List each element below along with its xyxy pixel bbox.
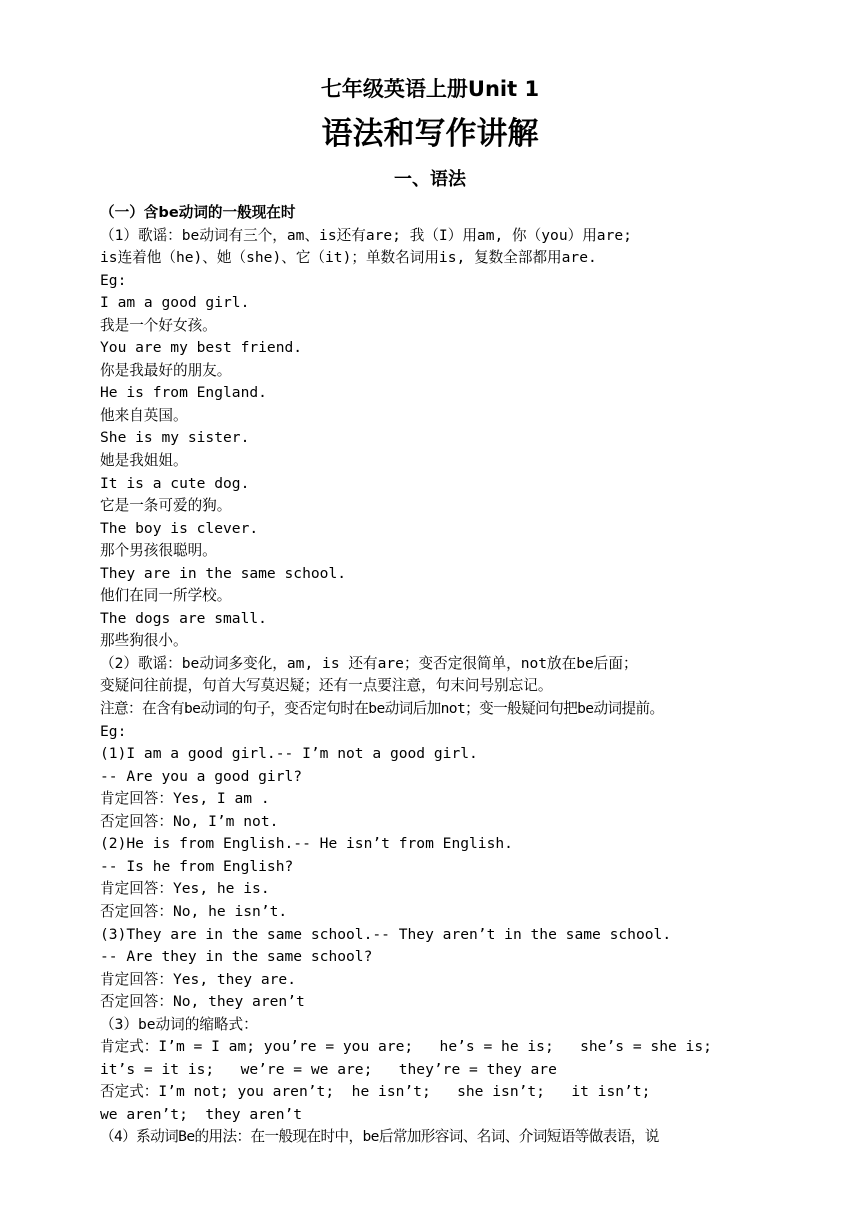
text-line: Eg: — [100, 722, 127, 740]
text-line: 肯定回答：Yes, they are. — [100, 970, 296, 988]
text-line: 你是我最好的朋友。 — [100, 361, 232, 379]
text-line: （1）歌谣：be动词有三个，am、is还有are; 我（I）用am, 你（you）用are; — [100, 226, 632, 244]
document-subtitle: 语法和写作讲解 — [321, 116, 539, 152]
text-line: 肯定回答：Yes, I am . — [100, 790, 270, 808]
text-line: It is a cute dog. — [100, 474, 250, 492]
text-line: (3)They are in the same school.-- They aren’t in the same school. — [100, 925, 672, 943]
text-line: 它是一条可爱的狗。 — [100, 497, 232, 515]
text-line: -- Are they in the same school? — [100, 948, 373, 966]
text-line: 那个男孩很聪明。 — [100, 542, 217, 560]
section-heading: 一、语法 — [394, 169, 466, 190]
text-line: 他们在同一所学校。 — [100, 587, 232, 605]
text-line: Eg: — [100, 271, 127, 289]
text-line: 她是我姐姐。 — [100, 452, 188, 470]
text-line: （3）be动词的缩略式： — [100, 1015, 258, 1033]
text-line: 否定式：I’m not; you aren’t; he isn’t; she isn’t; it isn’t; — [100, 1083, 651, 1101]
text-line: The dogs are small. — [100, 609, 267, 627]
text-line: 否定回答：No, he isn’t. — [100, 902, 288, 920]
text-line: He is from England. — [100, 384, 267, 402]
subsection-heading: （一）含be动词的一般现在时 — [100, 204, 296, 221]
text-line: (2)He is from English.-- He isn’t from English. — [100, 835, 513, 853]
text-line: 否定回答：No, they aren’t — [100, 993, 305, 1011]
text-line: The boy is clever. — [100, 519, 259, 537]
text-line: it’s = it is; we’re = we are; they’re = they are — [100, 1060, 557, 1078]
text-line: She is my sister. — [100, 429, 250, 447]
text-line: 肯定回答：Yes, he is. — [100, 880, 270, 898]
text-line: 注意：在含有be动词的句子，变否定句时在be动词后加not；变一般疑问句把be动词提前。 — [100, 700, 664, 718]
text-line: （4）系动词Be的用法：在一般现在时中，be后常加形容词、名词、介词短语等做表语，说 — [100, 1128, 659, 1146]
text-line: (1)I am a good girl.-- I’m not a good girl. — [100, 745, 478, 763]
text-line: 否定回答：No, I’m not. — [100, 812, 279, 830]
text-line: I am a good girl. — [100, 294, 250, 312]
text-line: -- Is he from English? — [100, 857, 294, 875]
text-line: （2）歌谣：be动词多变化，am, is 还有are；变否定很简单，not放在be后面； — [100, 654, 638, 672]
text-line: 那些狗很小。 — [100, 632, 188, 650]
text-line: 他来自英国。 — [100, 406, 188, 424]
text-line: 肯定式：I’m = I am; you’re = you are; he’s = he is; she’s = she is; — [100, 1038, 712, 1056]
text-line: 我是一个好女孩。 — [100, 316, 217, 334]
document-title: 七年级英语上册Unit 1 — [320, 77, 540, 101]
text-line: we aren’t; they aren’t — [100, 1105, 303, 1123]
text-line: 变疑问往前提，句首大写莫迟疑；还有一点要注意，句末问号别忘记。 — [100, 677, 553, 695]
text-line: -- Are you a good girl? — [100, 767, 303, 785]
text-line: They are in the same school. — [100, 564, 347, 582]
text-line: is连着他（he)、她（she)、它（it)；单数名词用is, 复数全部都用are. — [100, 249, 597, 267]
document-body — [100, 202, 820, 1149]
text-line: You are my best friend. — [100, 339, 303, 357]
